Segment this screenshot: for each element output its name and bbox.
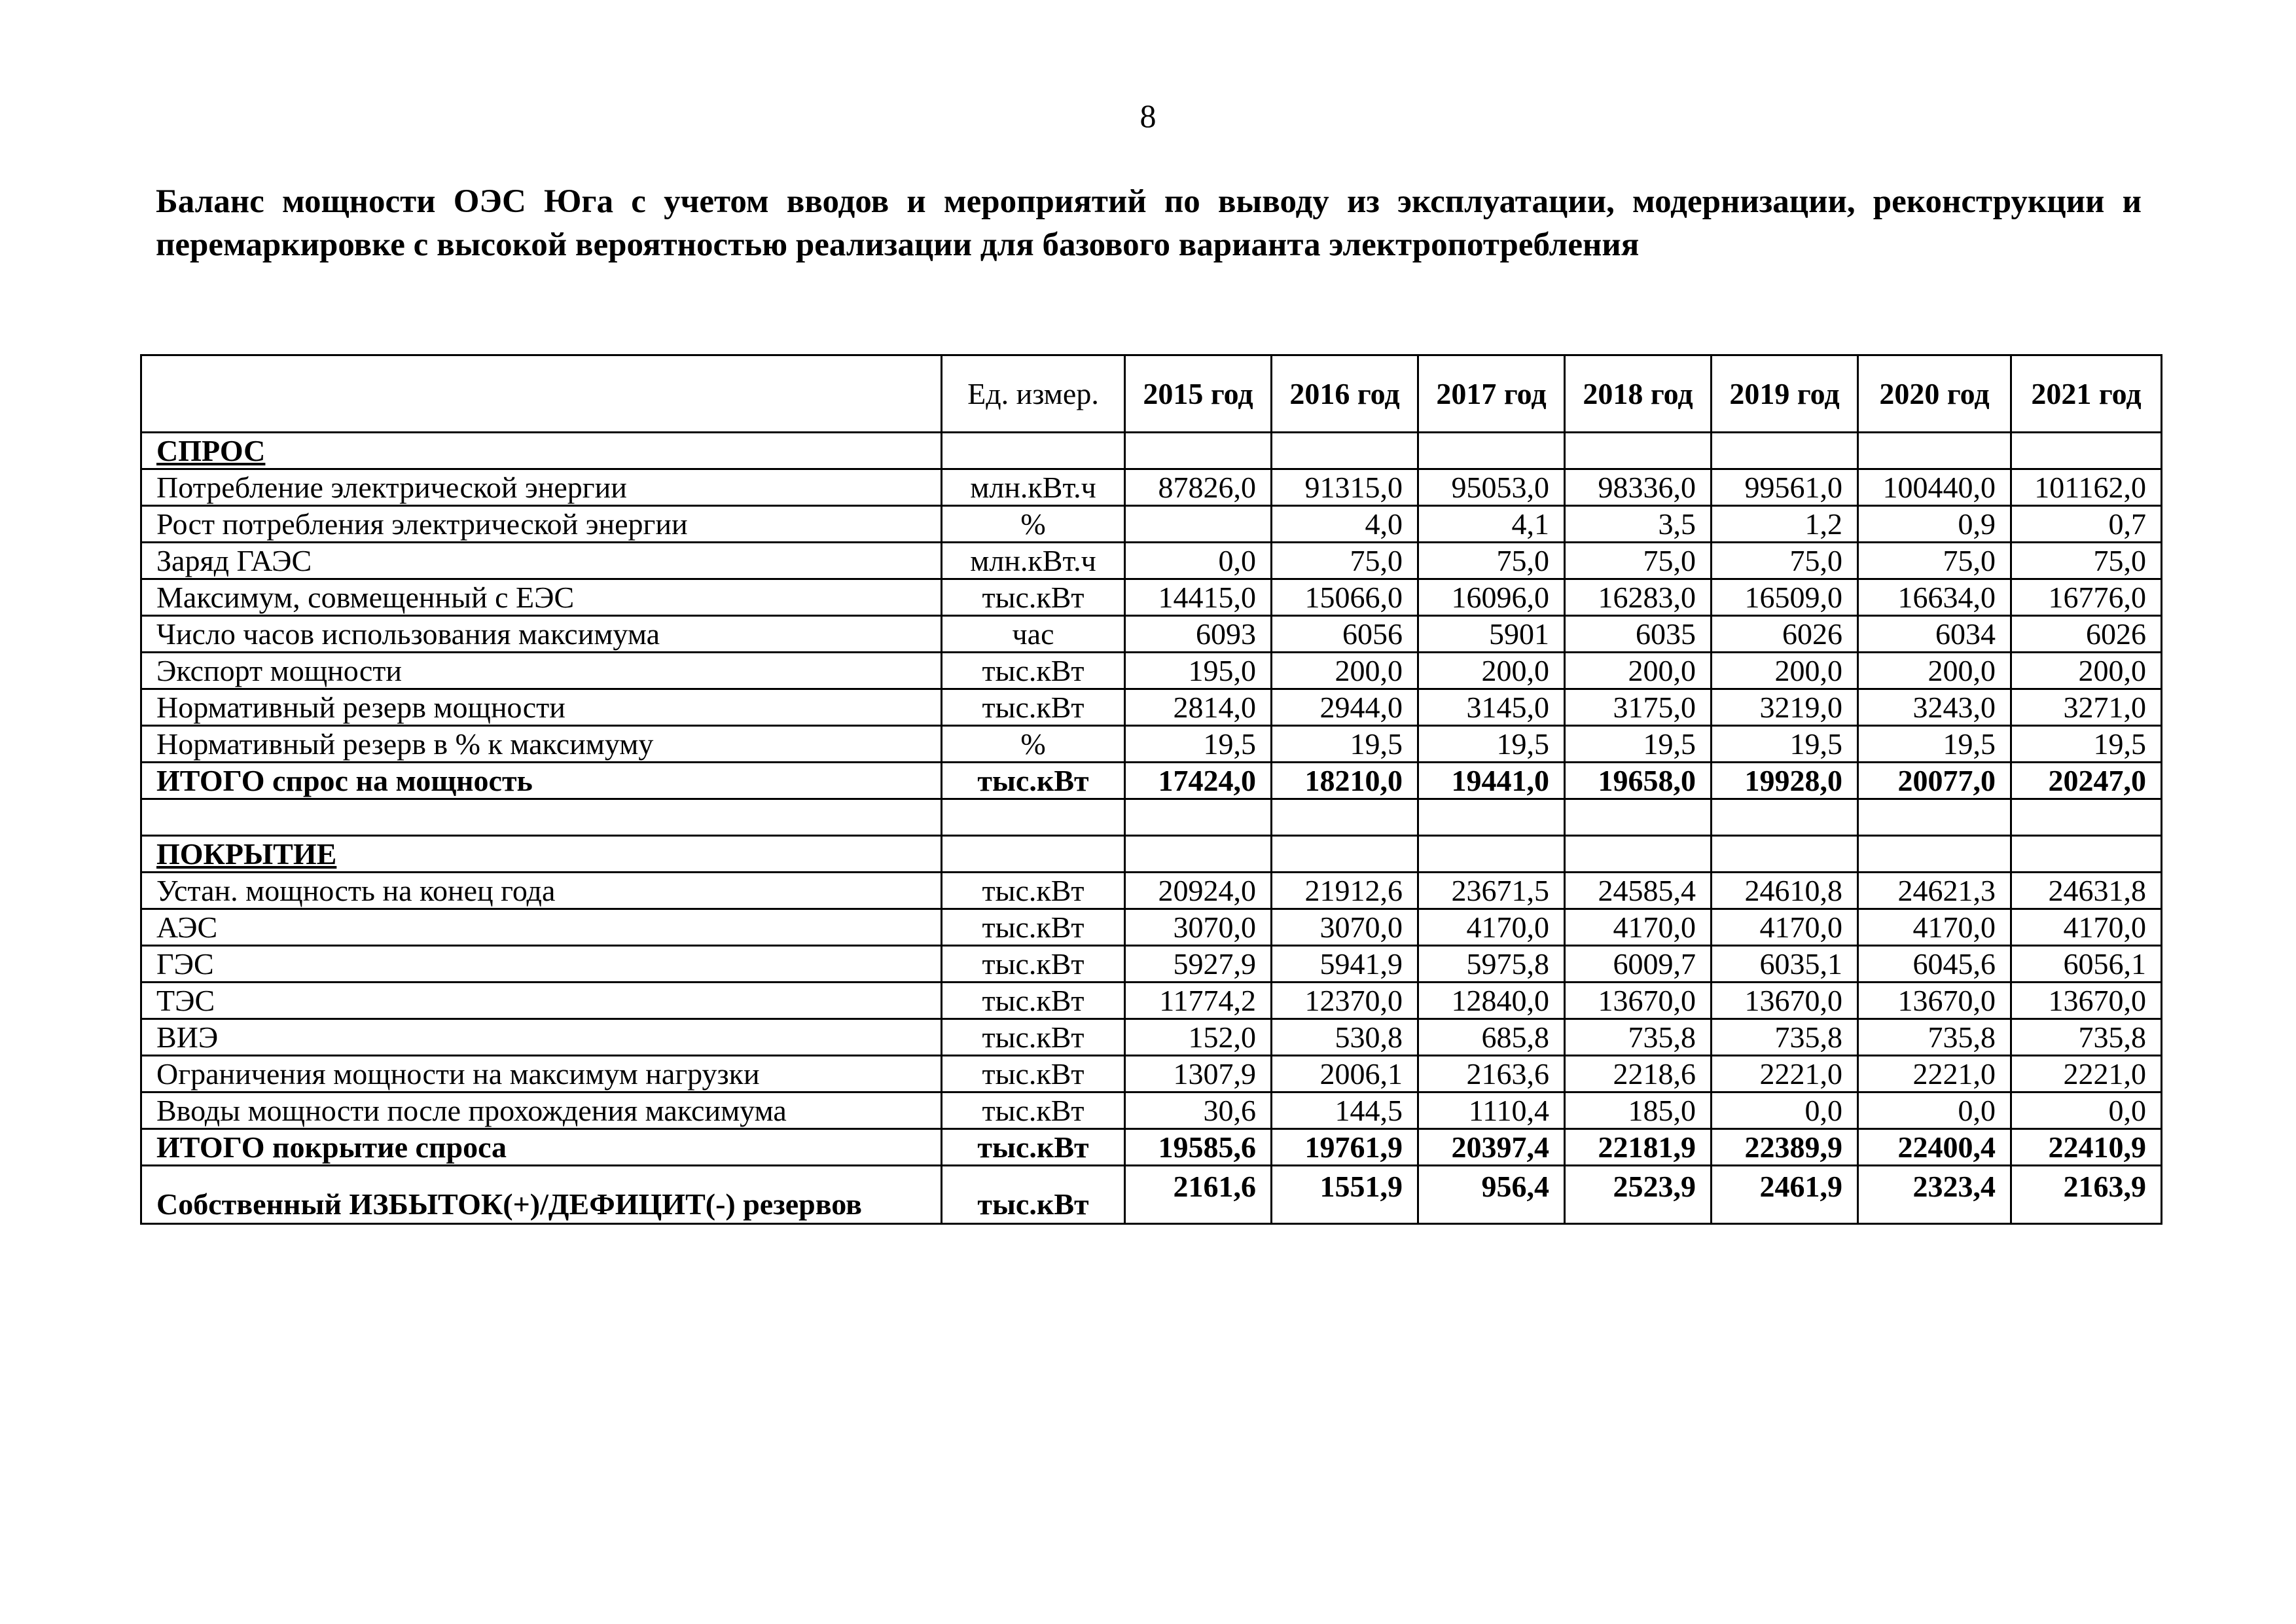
header-unit: Ед. измер. — [942, 355, 1125, 433]
value-cell — [1858, 433, 2011, 469]
row-unit: тыс.кВт — [942, 1092, 1125, 1129]
value-cell — [1125, 836, 1272, 873]
value-cell: 20924,0 — [1125, 873, 1272, 909]
row-label: Собственный ИЗБЫТОК(+)/ДЕФИЦИТ(-) резервов — [141, 1166, 942, 1224]
value-cell: 75,0 — [1418, 543, 1565, 579]
value-cell: 0,0 — [1858, 1092, 2011, 1129]
row-unit: тыс.кВт — [942, 1019, 1125, 1056]
value-cell: 200,0 — [1565, 653, 1712, 689]
table-row — [141, 873, 2162, 909]
value-cell: 19585,6 — [1125, 1129, 1272, 1166]
value-cell: 12370,0 — [1272, 983, 1418, 1019]
table-row — [141, 433, 2162, 469]
row-unit: % — [942, 726, 1125, 763]
header-year: 2015 год — [1125, 355, 1272, 433]
value-cell: 2006,1 — [1272, 1056, 1418, 1092]
value-cell: 4170,0 — [2011, 909, 2162, 946]
value-cell: 2161,6 — [1125, 1166, 1272, 1224]
value-cell: 19441,0 — [1418, 763, 1565, 799]
value-cell: 4,0 — [1272, 506, 1418, 543]
row-unit: тыс.кВт — [942, 873, 1125, 909]
header-empty-cell — [141, 355, 942, 433]
value-cell: 24610,8 — [1712, 873, 1858, 909]
value-cell — [1272, 836, 1418, 873]
header-year: 2016 год — [1272, 355, 1418, 433]
value-cell: 6093 — [1125, 616, 1272, 653]
value-cell: 16776,0 — [2011, 579, 2162, 616]
row-label: Заряд ГАЭС — [141, 543, 942, 579]
value-cell: 2944,0 — [1272, 689, 1418, 726]
value-cell — [1272, 799, 1418, 836]
value-cell: 14415,0 — [1125, 579, 1272, 616]
value-cell: 22181,9 — [1565, 1129, 1712, 1166]
table-row — [141, 983, 2162, 1019]
value-cell: 16283,0 — [1565, 579, 1712, 616]
value-cell: 20247,0 — [2011, 763, 2162, 799]
row-unit: тыс.кВт — [942, 1129, 1125, 1166]
table-row — [141, 543, 2162, 579]
row-label: Нормативный резерв в % к максимуму — [141, 726, 942, 763]
value-cell: 18210,0 — [1272, 763, 1418, 799]
value-cell: 19928,0 — [1712, 763, 1858, 799]
value-cell: 75,0 — [1565, 543, 1712, 579]
header-year: 2019 год — [1712, 355, 1858, 433]
value-cell — [1712, 836, 1858, 873]
row-unit: тыс.кВт — [942, 1166, 1125, 1224]
value-cell: 0,0 — [1712, 1092, 1858, 1129]
value-cell: 98336,0 — [1565, 469, 1712, 506]
value-cell: 5927,9 — [1125, 946, 1272, 983]
value-cell: 30,6 — [1125, 1092, 1272, 1129]
row-unit: тыс.кВт — [942, 763, 1125, 799]
value-cell: 200,0 — [1272, 653, 1418, 689]
value-cell: 530,8 — [1272, 1019, 1418, 1056]
value-cell: 16634,0 — [1858, 579, 2011, 616]
row-unit: тыс.кВт — [942, 909, 1125, 946]
value-cell: 3219,0 — [1712, 689, 1858, 726]
value-cell: 6045,6 — [1858, 946, 2011, 983]
value-cell: 735,8 — [1565, 1019, 1712, 1056]
value-cell: 13670,0 — [1712, 983, 1858, 1019]
table-row — [141, 799, 2162, 836]
value-cell — [1125, 506, 1272, 543]
table-body — [141, 433, 2162, 1224]
value-cell: 4170,0 — [1712, 909, 1858, 946]
header-year: 2020 год — [1858, 355, 2011, 433]
value-cell: 19761,9 — [1272, 1129, 1418, 1166]
value-cell: 0,0 — [2011, 1092, 2162, 1129]
value-cell: 75,0 — [1858, 543, 2011, 579]
value-cell: 22389,9 — [1712, 1129, 1858, 1166]
value-cell: 19,5 — [1272, 726, 1418, 763]
value-cell: 2461,9 — [1712, 1166, 1858, 1224]
value-cell: 185,0 — [1565, 1092, 1712, 1129]
value-cell: 2221,0 — [1712, 1056, 1858, 1092]
table-row — [141, 579, 2162, 616]
value-cell — [1125, 799, 1272, 836]
value-cell: 19,5 — [1858, 726, 2011, 763]
value-cell: 15066,0 — [1272, 579, 1418, 616]
value-cell — [1712, 799, 1858, 836]
header-year: 2018 год — [1565, 355, 1712, 433]
page-number: 8 — [1139, 98, 1157, 134]
value-cell: 17424,0 — [1125, 763, 1272, 799]
value-cell: 100440,0 — [1858, 469, 2011, 506]
value-cell: 2814,0 — [1125, 689, 1272, 726]
value-cell: 0,7 — [2011, 506, 2162, 543]
value-cell: 6034 — [1858, 616, 2011, 653]
value-cell: 11774,2 — [1125, 983, 1272, 1019]
value-cell: 13670,0 — [1858, 983, 2011, 1019]
value-cell: 22410,9 — [2011, 1129, 2162, 1166]
row-unit: час — [942, 616, 1125, 653]
value-cell: 24631,8 — [2011, 873, 2162, 909]
value-cell: 91315,0 — [1272, 469, 1418, 506]
row-label: Нормативный резерв мощности — [141, 689, 942, 726]
value-cell: 99561,0 — [1712, 469, 1858, 506]
value-cell: 4170,0 — [1418, 909, 1565, 946]
value-cell — [1858, 836, 2011, 873]
value-cell: 3,5 — [1565, 506, 1712, 543]
table-row — [141, 1019, 2162, 1056]
row-label: СПРОС — [141, 433, 942, 469]
value-cell: 12840,0 — [1418, 983, 1565, 1019]
table-row — [141, 726, 2162, 763]
row-label: ГЭС — [141, 946, 942, 983]
value-cell: 200,0 — [1858, 653, 2011, 689]
value-cell: 6026 — [1712, 616, 1858, 653]
value-cell: 956,4 — [1418, 1166, 1565, 1224]
value-cell: 20077,0 — [1858, 763, 2011, 799]
value-cell — [1418, 836, 1565, 873]
table-row — [141, 1129, 2162, 1166]
table-row — [141, 689, 2162, 726]
value-cell: 101162,0 — [2011, 469, 2162, 506]
value-cell: 2163,6 — [1418, 1056, 1565, 1092]
row-unit: тыс.кВт — [942, 946, 1125, 983]
value-cell: 2218,6 — [1565, 1056, 1712, 1092]
row-unit: тыс.кВт — [942, 1056, 1125, 1092]
value-cell: 6009,7 — [1565, 946, 1712, 983]
row-unit: млн.кВт.ч — [942, 543, 1125, 579]
value-cell: 16509,0 — [1712, 579, 1858, 616]
value-cell: 1,2 — [1712, 506, 1858, 543]
table-row — [141, 469, 2162, 506]
value-cell: 24585,4 — [1565, 873, 1712, 909]
value-cell: 3070,0 — [1272, 909, 1418, 946]
value-cell — [1712, 433, 1858, 469]
value-cell: 2221,0 — [2011, 1056, 2162, 1092]
row-unit — [942, 799, 1125, 836]
value-cell — [2011, 799, 2162, 836]
value-cell: 6026 — [2011, 616, 2162, 653]
document-title: Баланс мощности ОЭС Юга с учетом вводов и мероприятий по выводу из эксплуатации, модернизации, реконструкции и перемаркировке с высокой вероятностью реализации для базового варианта электропотребления — [156, 183, 2142, 263]
value-cell: 22400,4 — [1858, 1129, 2011, 1166]
value-cell: 87826,0 — [1125, 469, 1272, 506]
row-label: Устан. мощность на конец года — [141, 873, 942, 909]
row-unit: % — [942, 506, 1125, 543]
value-cell: 4170,0 — [1858, 909, 2011, 946]
row-unit: тыс.кВт — [942, 689, 1125, 726]
table-header-row — [141, 355, 2162, 433]
value-cell: 4170,0 — [1565, 909, 1712, 946]
value-cell: 23671,5 — [1418, 873, 1565, 909]
value-cell: 19,5 — [2011, 726, 2162, 763]
table-row — [141, 1092, 2162, 1129]
row-label — [141, 799, 942, 836]
value-cell — [2011, 836, 2162, 873]
value-cell — [2011, 433, 2162, 469]
row-unit — [942, 433, 1125, 469]
row-unit: тыс.кВт — [942, 579, 1125, 616]
value-cell: 95053,0 — [1418, 469, 1565, 506]
value-cell: 13670,0 — [1565, 983, 1712, 1019]
row-label: Вводы мощности после прохождения максимума — [141, 1092, 942, 1129]
value-cell — [1565, 836, 1712, 873]
table-row — [141, 1166, 2162, 1224]
value-cell: 6035 — [1565, 616, 1712, 653]
table-row — [141, 1056, 2162, 1092]
value-cell: 200,0 — [1712, 653, 1858, 689]
row-unit: млн.кВт.ч — [942, 469, 1125, 506]
row-label: ТЭС — [141, 983, 942, 1019]
value-cell — [1125, 433, 1272, 469]
value-cell: 5975,8 — [1418, 946, 1565, 983]
row-label: ИТОГО спрос на мощность — [141, 763, 942, 799]
value-cell: 3145,0 — [1418, 689, 1565, 726]
value-cell: 19,5 — [1565, 726, 1712, 763]
row-label: АЭС — [141, 909, 942, 946]
value-cell: 200,0 — [2011, 653, 2162, 689]
value-cell: 685,8 — [1418, 1019, 1565, 1056]
value-cell: 75,0 — [1272, 543, 1418, 579]
value-cell: 19,5 — [1125, 726, 1272, 763]
table-row — [141, 836, 2162, 873]
row-label: Потребление электрической энергии — [141, 469, 942, 506]
row-label: ВИЭ — [141, 1019, 942, 1056]
table-row — [141, 909, 2162, 946]
value-cell: 144,5 — [1272, 1092, 1418, 1129]
value-cell: 3175,0 — [1565, 689, 1712, 726]
value-cell: 3243,0 — [1858, 689, 2011, 726]
table-row — [141, 506, 2162, 543]
value-cell: 2323,4 — [1858, 1166, 2011, 1224]
row-label: ИТОГО покрытие спроса — [141, 1129, 942, 1166]
value-cell: 24621,3 — [1858, 873, 2011, 909]
value-cell: 19,5 — [1418, 726, 1565, 763]
value-cell: 5941,9 — [1272, 946, 1418, 983]
value-cell: 6056 — [1272, 616, 1418, 653]
table-row — [141, 653, 2162, 689]
value-cell: 19,5 — [1712, 726, 1858, 763]
row-unit: тыс.кВт — [942, 983, 1125, 1019]
row-unit: тыс.кВт — [942, 653, 1125, 689]
power-balance-table — [140, 354, 2162, 1225]
value-cell — [1418, 433, 1565, 469]
table-row — [141, 616, 2162, 653]
value-cell: 1307,9 — [1125, 1056, 1272, 1092]
row-label: Рост потребления электрической энергии — [141, 506, 942, 543]
row-label: Число часов использования максимума — [141, 616, 942, 653]
row-label: Максимум, совмещенный с ЕЭС — [141, 579, 942, 616]
value-cell: 2523,9 — [1565, 1166, 1712, 1224]
value-cell: 2221,0 — [1858, 1056, 2011, 1092]
value-cell: 735,8 — [1712, 1019, 1858, 1056]
header-year: 2021 год — [2011, 355, 2162, 433]
value-cell — [1272, 433, 1418, 469]
value-cell: 1551,9 — [1272, 1166, 1418, 1224]
value-cell: 0,0 — [1125, 543, 1272, 579]
value-cell: 20397,4 — [1418, 1129, 1565, 1166]
value-cell — [1565, 433, 1712, 469]
row-unit — [942, 836, 1125, 873]
value-cell: 5901 — [1418, 616, 1565, 653]
value-cell: 0,9 — [1858, 506, 2011, 543]
value-cell: 6056,1 — [2011, 946, 2162, 983]
value-cell: 735,8 — [2011, 1019, 2162, 1056]
value-cell: 2163,9 — [2011, 1166, 2162, 1224]
value-cell — [1858, 799, 2011, 836]
row-label: Ограничения мощности на максимум нагрузки — [141, 1056, 942, 1092]
value-cell — [1418, 799, 1565, 836]
value-cell: 21912,6 — [1272, 873, 1418, 909]
value-cell: 195,0 — [1125, 653, 1272, 689]
row-label: ПОКРЫТИЕ — [141, 836, 942, 873]
value-cell: 1110,4 — [1418, 1092, 1565, 1129]
value-cell: 19658,0 — [1565, 763, 1712, 799]
table-row — [141, 946, 2162, 983]
value-cell: 6035,1 — [1712, 946, 1858, 983]
value-cell: 16096,0 — [1418, 579, 1565, 616]
value-cell — [1565, 799, 1712, 836]
value-cell: 735,8 — [1858, 1019, 2011, 1056]
value-cell: 3271,0 — [2011, 689, 2162, 726]
value-cell: 75,0 — [1712, 543, 1858, 579]
header-year: 2017 год — [1418, 355, 1565, 433]
value-cell: 75,0 — [2011, 543, 2162, 579]
value-cell: 3070,0 — [1125, 909, 1272, 946]
value-cell: 200,0 — [1418, 653, 1565, 689]
row-label: Экспорт мощности — [141, 653, 942, 689]
value-cell: 4,1 — [1418, 506, 1565, 543]
value-cell: 13670,0 — [2011, 983, 2162, 1019]
table-row — [141, 763, 2162, 799]
value-cell: 152,0 — [1125, 1019, 1272, 1056]
